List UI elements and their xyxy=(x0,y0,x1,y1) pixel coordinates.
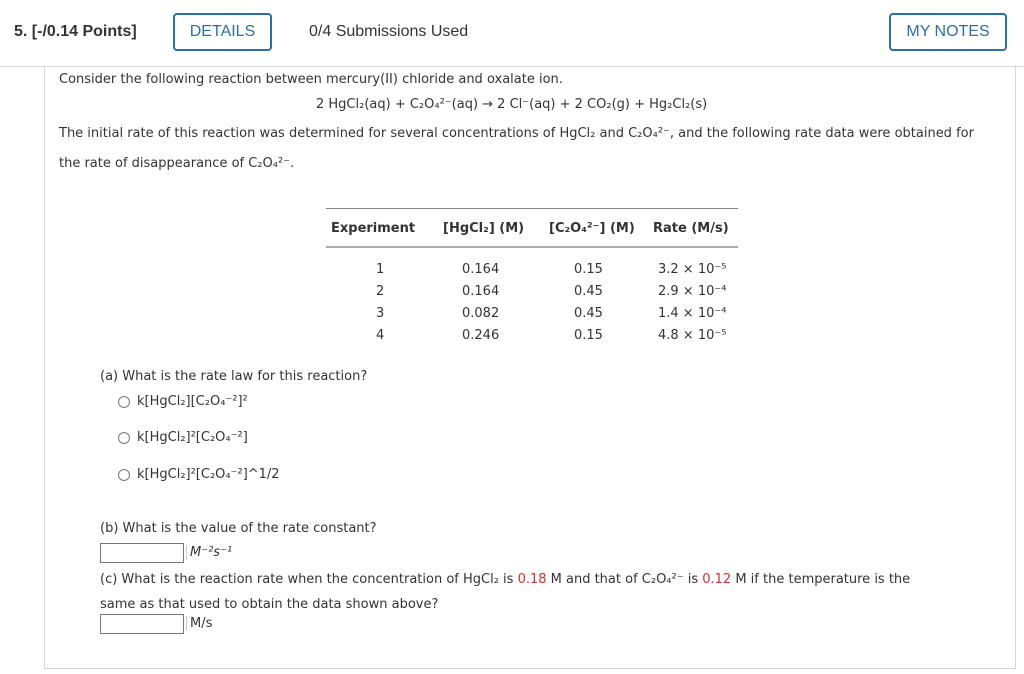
reaction-rate-input[interactable] xyxy=(100,614,184,634)
table-row xyxy=(326,280,738,302)
cell-hgcl2: 0.164 xyxy=(462,283,500,299)
part-c-text-3: M if the temperature is the xyxy=(731,572,911,587)
header-rate: Rate (M/s) xyxy=(648,209,738,248)
my-notes-button[interactable]: MY NOTES xyxy=(889,13,1007,51)
intro-text: Consider the following reaction between mercury(II) chloride and oxalate ion. xyxy=(59,72,563,87)
c2o4-concentration-value: 0.12 xyxy=(702,572,732,587)
cell-c2o4: 0.45 xyxy=(574,283,603,299)
cell-c2o4: 0.15 xyxy=(574,327,603,343)
cell-experiment: 2 xyxy=(376,283,385,299)
reaction-rate-unit: M/s xyxy=(186,616,212,631)
part-c-text-2: M and that of C₂O₄²⁻ is xyxy=(546,572,703,587)
radio-button[interactable] xyxy=(118,432,130,444)
submissions-used: 0/4 Submissions Used xyxy=(309,23,469,40)
cell-experiment: 1 xyxy=(376,261,385,277)
details-button[interactable]: DETAILS xyxy=(173,13,272,51)
rate-constant-unit: M⁻²s⁻¹ xyxy=(186,545,232,560)
cell-rate: 4.8 × 10⁻⁵ xyxy=(658,327,727,343)
cell-experiment: 4 xyxy=(376,327,385,343)
reaction-equation: 2 HgCl₂(aq) + C₂O₄²⁻(aq) → 2 Cl⁻(aq) + 2 CO₂(g) + Hg₂Cl₂(s) xyxy=(316,97,708,112)
radio-button[interactable] xyxy=(118,469,130,481)
points-label: [-/0.14 Points] xyxy=(31,23,137,40)
cell-hgcl2: 0.246 xyxy=(462,327,500,343)
rate-constant-input[interactable] xyxy=(100,543,184,563)
header-hgcl2: [HgCl₂] (M) xyxy=(438,209,544,248)
table-row xyxy=(326,324,738,346)
part-b-question: (b) What is the value of the rate constant? xyxy=(100,521,377,536)
cell-rate: 1.4 × 10⁻⁴ xyxy=(658,305,727,321)
cell-c2o4: 0.45 xyxy=(574,305,603,321)
cell-hgcl2: 0.164 xyxy=(462,261,500,277)
option-label: k[HgCl₂][C₂O₄⁻²]² xyxy=(137,394,248,409)
part-c-question xyxy=(100,572,910,587)
table-row xyxy=(326,258,738,280)
rate-law-option-3[interactable] xyxy=(118,467,280,482)
cell-rate: 2.9 × 10⁻⁴ xyxy=(658,283,727,299)
rate-law-option-1[interactable] xyxy=(118,394,248,409)
question-header xyxy=(0,0,1024,67)
option-label: k[HgCl₂]²[C₂O₄⁻²] xyxy=(137,430,248,445)
part-a-question: (a) What is the rate law for this reaction? xyxy=(100,369,368,384)
part-c-question-line-2: same as that used to obtain the data shown above? xyxy=(100,597,439,612)
cell-c2o4: 0.15 xyxy=(574,261,603,277)
cell-hgcl2: 0.082 xyxy=(462,305,500,321)
hgcl2-concentration-value: 0.18 xyxy=(517,572,547,587)
header-experiment: Experiment xyxy=(326,209,438,248)
description-line-1: The initial rate of this reaction was determined for several concentrations of HgCl₂ and C₂O₄²⁻, and the following rate data were obtained for xyxy=(59,126,974,141)
rate-data-table xyxy=(326,208,738,346)
radio-button[interactable] xyxy=(118,396,130,408)
cell-rate: 3.2 × 10⁻⁵ xyxy=(658,261,727,277)
question-number: 5. xyxy=(14,23,28,40)
cell-experiment: 3 xyxy=(376,305,385,321)
question-points xyxy=(14,23,137,41)
description-line-2: the rate of disappearance of C₂O₄²⁻. xyxy=(59,156,295,171)
part-c-text-1: (c) What is the reaction rate when the concentration of HgCl₂ is xyxy=(100,572,518,587)
header-c2o4: [C₂O₄²⁻] (M) xyxy=(544,209,648,248)
table-header-row xyxy=(326,209,738,248)
option-label: k[HgCl₂]²[C₂O₄⁻²]^1/2 xyxy=(137,467,280,482)
table-row xyxy=(326,302,738,324)
rate-law-option-2[interactable] xyxy=(118,430,248,445)
